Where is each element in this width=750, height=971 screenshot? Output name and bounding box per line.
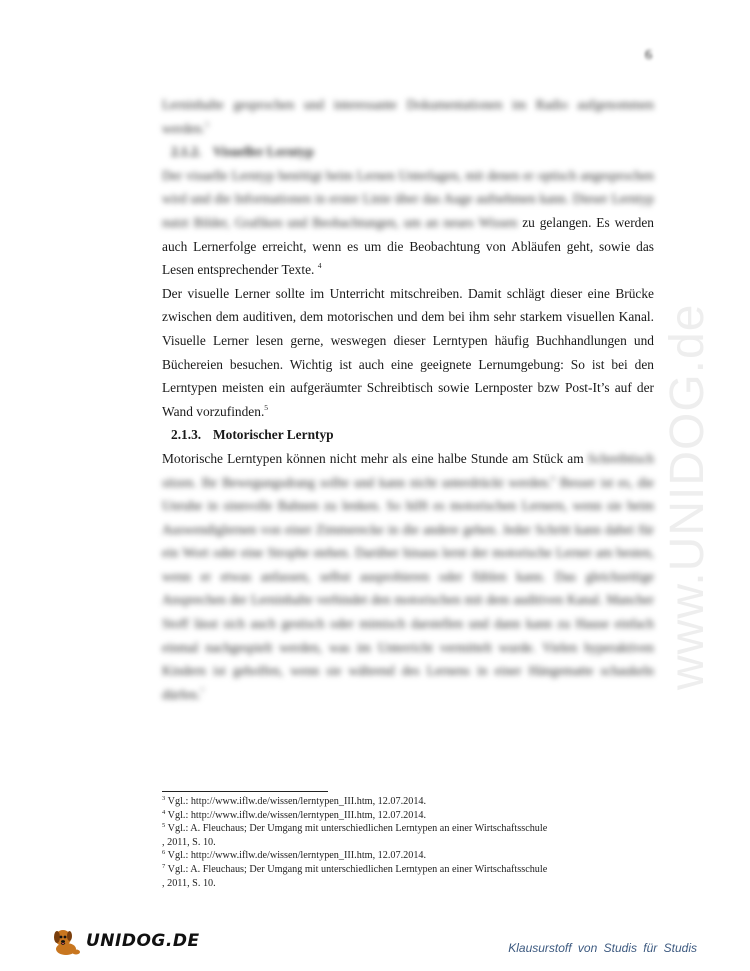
document-body (162, 93, 654, 706)
unidog-logo (52, 925, 200, 957)
clear-text: Motorische Lerntypen können nicht mehr als eine halbe Stunde am Stück am (162, 450, 584, 466)
section-number: 2.1.3. (171, 427, 202, 443)
watermark: www.UNIDOG.de (661, 303, 714, 690)
page-number: 6 (645, 48, 652, 63)
clear-text: zu gelangen. Es werden auch Lernerfolge erreicht, wenn es um die Beobachtung von Abläufen geht, sowie das Lesen entsprechender Texte. (162, 214, 654, 278)
paragraph-visual-learner-note: Der visuelle Lerner sollte im Unterricht mitschreiben. Damit schlägt dieser eine Brücke zwischen dem auditiven, dem motorischen und dem bei ihm sehr starkem visuellen Kanal. Visuelle Lerner lesen gerne, weswegen dieser Lerntypen häufig Buchhandlungen und Büchereien besuchen. Wichtig ist auch eine geeignete Lernumgebung: So ist bei den Lerntypen meisten ein aufgeräumter Schreibtisch sowie Lernposter bzw Post-It’s auf der Wand vorzufinden.$^5$ (162, 285, 654, 419)
footnote-divider (162, 791, 328, 792)
section-title: Visueller Lerntyp (213, 144, 314, 160)
section-heading-motor (162, 423, 654, 447)
footnote: $^6$ Vgl.: http://www.iflw.de/wissen/lerntypen_III.htm, 12.07.2014. (162, 849, 427, 862)
logo-text: UNIDOG.DE (86, 931, 200, 951)
blurred-text: Der visuelle Lerntyp benötigt beim Lernen Unterlagen, mit denen er optisch angesprochen wird und die Informationen in erster Linie über das Auge aufnehmen kann. Dieser Lerntyp nutzt Bilder, Grafiken und Beobachtungen, um an neues Wissen (162, 167, 654, 230)
footer-slogan: Klausurstoff von Studis für Studis (508, 941, 697, 955)
section-number: 2.1.2. (171, 144, 202, 160)
footnote-ref: 4 (317, 261, 322, 271)
section-title: Motorischer Lerntyp (213, 427, 334, 443)
blurred-text: Besser ist es, die Unruhe in sinnvolle Bahnen zu lenken. So hilft es motorischen Lernern, wenn sie beim Auswendiglernen von einer Zimmerecke in die andere gehen. Jeder Schritt kann dabei für ein Wort oder eine Strophe stehen. Darüber hinaus lernt der motorische Lerner am besten, wenn er etwas anfassen, selbst ausprobieren oder fühlen kann. Das gleichzeitige Ansprechen der Lerninhalte verbindet den motorischen mit dem auditiven Kanal. Mancher Stoff lässt sich auch gestisch oder mimisch darstellen und dann kann zu Hause einfach einmal nachgespielt werden, was im Unterricht vermittelt wurde. Vielen hyperaktiven Kindern ist geholfen, wenn sie während des Lernens in einer Hängematte schaukeln dürfen.$^7$ (162, 474, 655, 702)
paragraph-blurred: Lerninhalte gesprochen und interessante Dokumentationen im Radio aufgenommen werden.$^3$ (162, 97, 654, 136)
footnote: $^5$ Vgl.: A. Fleuchaus; Der Umgang mit unterschiedlichen Lerntypen an einer Wirtschaftsschule , 2011, S. 10. (162, 822, 548, 848)
blurred-text: Schreibtisch sitzen. Ihr Bewegungsdrang sollte und kann nicht unterdrückt werden.$^6$ (162, 450, 654, 490)
footnote: $^4$ Vgl.: http://www.iflw.de/wissen/lerntypen_III.htm, 12.07.2014. (162, 808, 427, 821)
footnotes (162, 795, 547, 890)
dog-icon (52, 925, 84, 957)
section-heading-visual (162, 140, 654, 164)
footnote: $^7$ Vgl.: A. Fleuchaus; Der Umgang mit unterschiedlichen Lerntypen an einer Wirtschaftsschule , 2011, S. 10. (162, 862, 548, 889)
paragraph-motor-learner (162, 447, 654, 707)
paragraph-visual-learner (162, 164, 654, 282)
footnote-ref: 5 (264, 402, 269, 412)
footnote: $^3$ Vgl.: http://www.iflw.de/wissen/lerntypen_III.htm, 12.07.2014. (162, 795, 427, 807)
